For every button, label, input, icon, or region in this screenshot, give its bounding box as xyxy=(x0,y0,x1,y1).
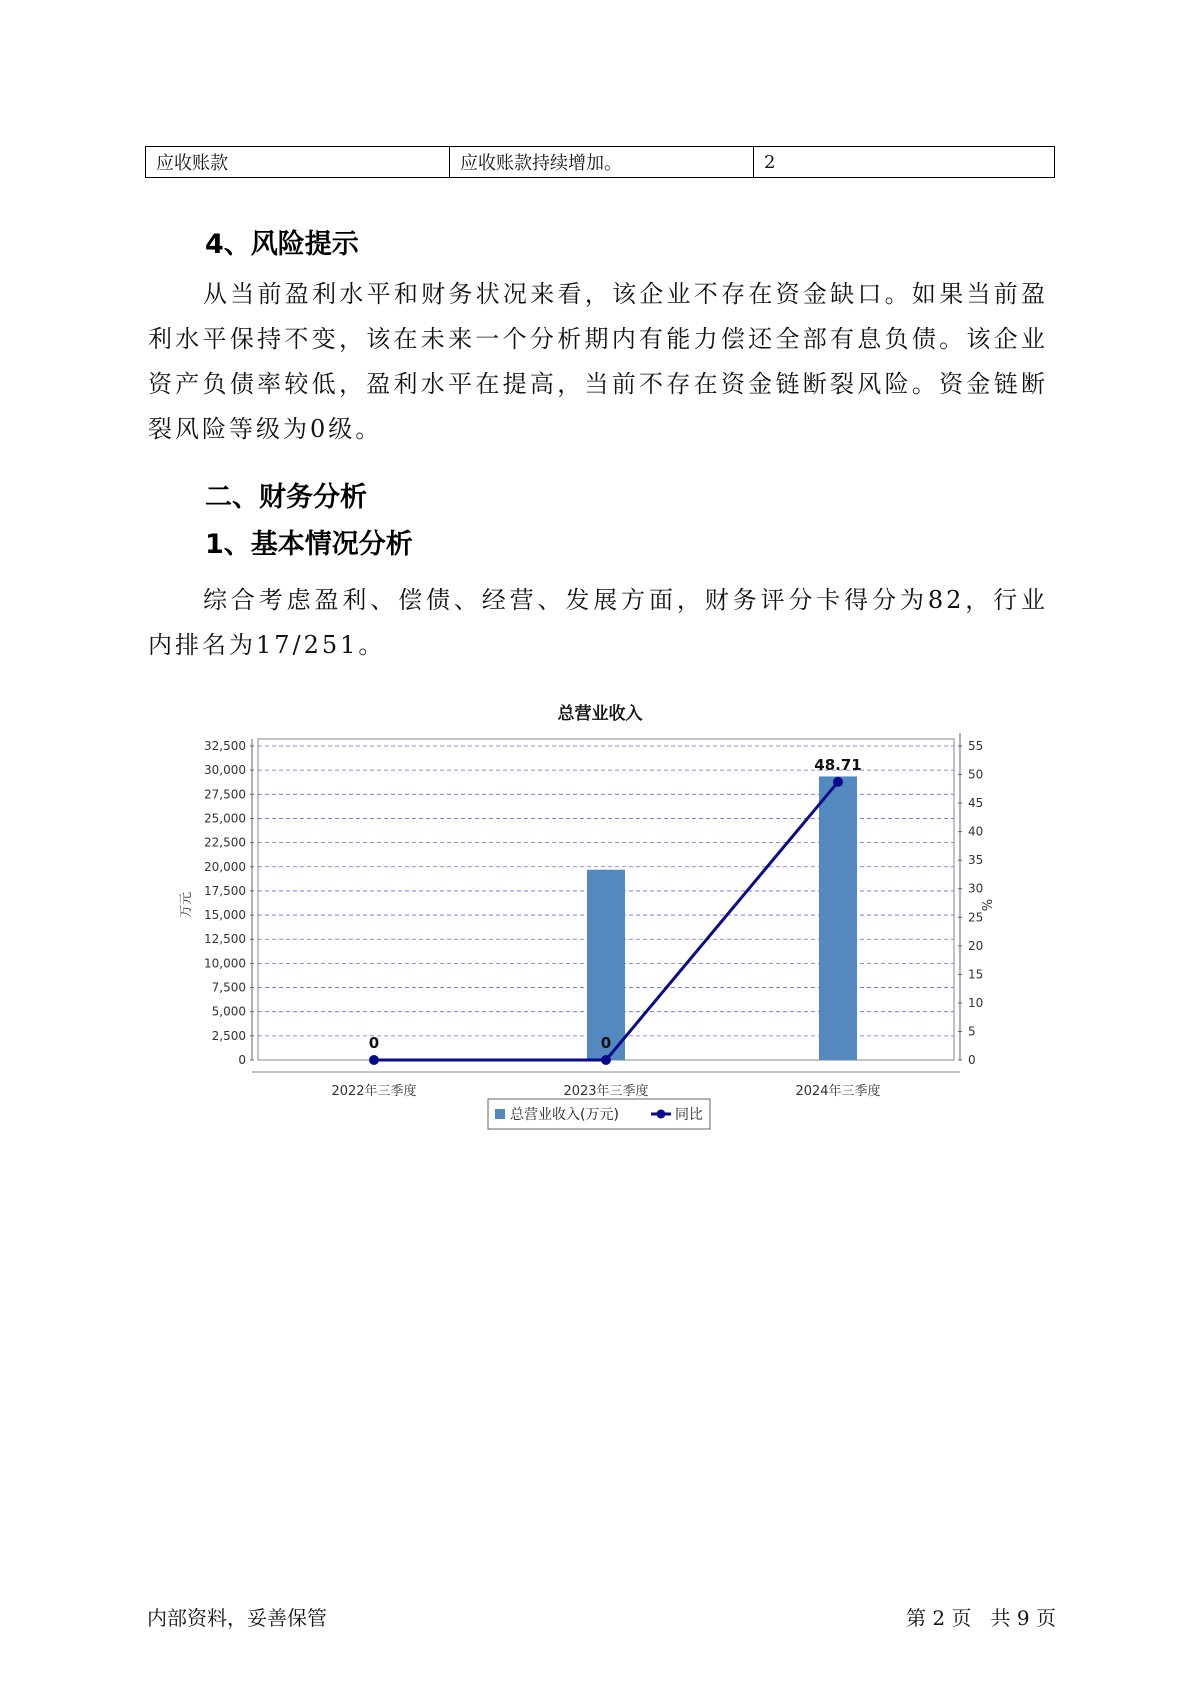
y2-tick-label: 30 xyxy=(968,881,984,896)
yoy-point xyxy=(369,1055,379,1065)
risk-table xyxy=(145,146,1055,178)
y-tick-label: 17,500 xyxy=(204,883,246,898)
x-tick-label: 2023年三季度 xyxy=(563,1084,649,1099)
y2-tick-label: 5 xyxy=(968,1024,976,1039)
basic-paragraph: 综合考虑盈利、偿债、经营、发展方面，财务评分卡得分为82，行业内排名为17/251。 xyxy=(148,586,1048,659)
footer-left: 内部资料，妥善保管 xyxy=(147,1606,327,1630)
y-tick-label: 20,000 xyxy=(204,859,246,874)
y2-tick-label: 0 xyxy=(968,1053,976,1067)
data-label: 48.71 xyxy=(814,755,862,774)
y2-tick-label: 50 xyxy=(968,767,984,782)
legend-swatch-revenue xyxy=(495,1109,505,1119)
x-tick-label: 2022年三季度 xyxy=(331,1084,417,1099)
revenue-chart xyxy=(170,695,1000,1150)
y-tick-label: 2,500 xyxy=(211,1028,246,1043)
table-cell: 应收账款 xyxy=(146,147,450,178)
chart-title: 总营业收入 xyxy=(557,704,643,724)
y2-tick-label: 20 xyxy=(968,938,984,953)
legend-label-yoy: 同比 xyxy=(675,1107,703,1123)
risk-paragraph: 从当前盈利水平和财务状况来看，该企业不存在资金缺口。如果当前盈利水平保持不变，该在未来一个分析期内有能力偿还全部有息负债。该企业资产负债率较低，盈利水平在提高，当前不存在资金链断裂风险。资金链断裂风险等级为0级。 xyxy=(148,280,1048,443)
y2-tick-label: 55 xyxy=(968,739,984,753)
y-axis-label: 万元 xyxy=(179,891,194,919)
y-tick-label: 15,000 xyxy=(204,908,246,923)
data-label: 0 xyxy=(368,1034,380,1052)
y2-tick-label: 10 xyxy=(968,995,984,1010)
y2-tick-label: 40 xyxy=(968,824,984,839)
y2-tick-label: 15 xyxy=(968,967,984,982)
y-tick-label: 32,500 xyxy=(204,739,246,753)
basic-heading: 1、基本情况分析 xyxy=(205,529,413,560)
legend-swatch-yoy-marker xyxy=(657,1110,666,1119)
y2-tick-label: 35 xyxy=(968,853,984,868)
finance-heading: 二、财务分析 xyxy=(205,482,367,513)
y2-tick-label: 25 xyxy=(968,910,984,925)
y-tick-label: 27,500 xyxy=(204,787,246,802)
y-tick-label: 30,000 xyxy=(204,763,246,778)
footer-page-number: 第 2 页 共 9 页 xyxy=(906,1606,1056,1630)
y-tick-label: 12,500 xyxy=(204,932,246,947)
table-row xyxy=(146,147,1055,178)
y-tick-label: 7,500 xyxy=(211,980,246,995)
revenue-chart-svg xyxy=(170,695,1000,1150)
yoy-point xyxy=(833,777,843,787)
y2-tick-label: 45 xyxy=(968,796,984,811)
data-label: 0 xyxy=(600,1034,612,1052)
risk-heading: 4、风险提示 xyxy=(205,229,359,260)
x-tick-label: 2024年三季度 xyxy=(795,1084,881,1099)
table-cell: 应收账款持续增加。 xyxy=(450,147,754,178)
y2-axis-label: % xyxy=(978,898,993,912)
yoy-point xyxy=(601,1055,611,1065)
bar xyxy=(819,776,857,1060)
table-cell: 2 xyxy=(754,147,1055,178)
bar xyxy=(587,870,625,1060)
legend-label-revenue: 总营业收入(万元) xyxy=(510,1107,619,1123)
y-tick-label: 5,000 xyxy=(211,1004,246,1019)
y-tick-label: 0 xyxy=(238,1053,246,1067)
y-tick-label: 10,000 xyxy=(204,956,246,971)
y-tick-label: 22,500 xyxy=(204,835,246,850)
y-tick-label: 25,000 xyxy=(204,811,246,826)
